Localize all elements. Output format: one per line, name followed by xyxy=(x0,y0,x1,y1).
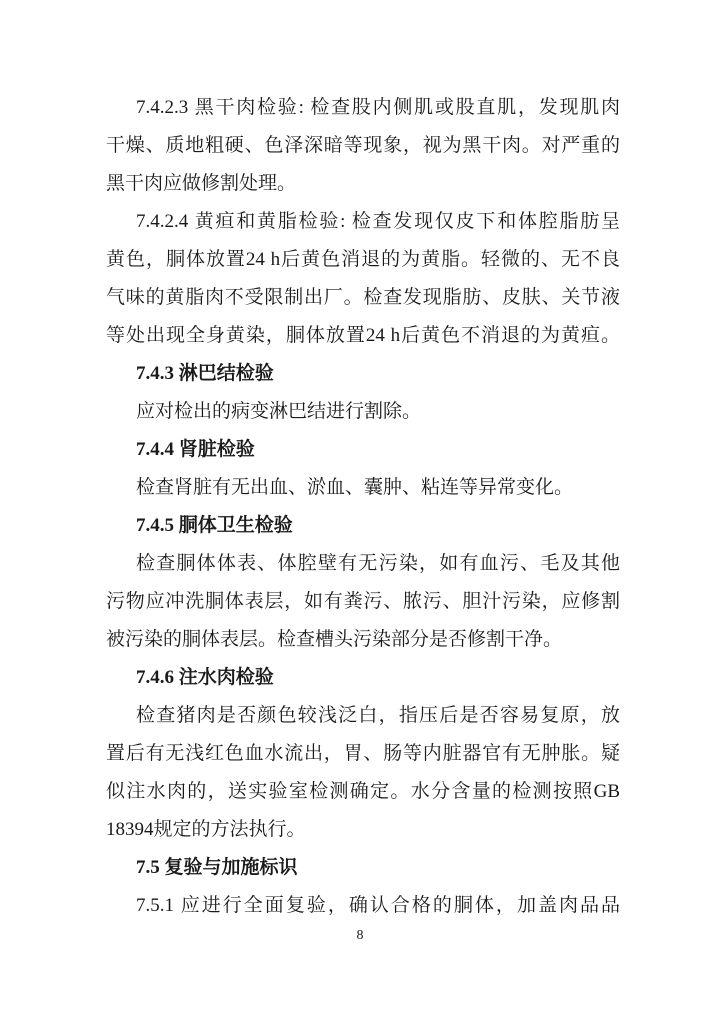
clause-7-4-2-4-line-1: 7.4.2.4 黄疸和黄脂检验: 检查发现仅皮下和体腔脂肪呈 xyxy=(136,211,620,232)
clause-7-4-2-3-line-1: 7.4.2.3 黑干肉检验: 检查股内侧肌或股直肌，发现肌肉 xyxy=(136,97,620,118)
heading-7-4-6: 7.4.6 注水肉检验 xyxy=(136,667,274,688)
heading-7-4-5: 7.4.5 胴体卫生检验 xyxy=(136,515,293,536)
clause-7-4-6-line-1: 检查猪肉是否颜色较浅泛白，指压后是否容易复原，放 xyxy=(136,705,620,726)
clause-7-4-5-line-3: 被污染的胴体表层。检查槽头污染部分是否修割干净。 xyxy=(106,629,563,650)
heading-7-5: 7.5 复验与加施标识 xyxy=(136,857,298,878)
clause-7-4-6-line-3: 似注水肉的，送实验室检测确定。水分含量的检测按照GB xyxy=(106,781,620,802)
clause-7-4-4-body: 检查肾脏有无出血、淤血、囊肿、粘连等异常变化。 xyxy=(136,477,574,498)
clause-7-4-3-body: 应对检出的病变淋巴结进行割除。 xyxy=(136,401,422,422)
clause-7-4-5-line-2: 污物应冲洗胴体表层，如有粪污、脓污、胆汁污染，应修割 xyxy=(106,591,620,612)
heading-7-4-3: 7.4.3 淋巴结检验 xyxy=(136,363,274,384)
clause-7-4-2-3-line-3: 黑干肉应做修割处理。 xyxy=(106,173,297,194)
clause-7-4-2-4-line-4: 等处出现全身黄染，胴体放置24 h后黄色不消退的为黄疸。 xyxy=(106,325,620,346)
clause-7-4-2-4-line-3: 气味的黄脂肉不受限制出厂。检查发现脂肪、皮肤、关节液 xyxy=(106,287,620,308)
clause-7-4-2-4-line-2: 黄色，胴体放置24 h后黄色消退的为黄脂。轻微的、无不良 xyxy=(106,249,620,270)
clause-7-4-6-line-2: 置后有无浅红色血水流出，胃、肠等内脏器官有无肿胀。疑 xyxy=(106,743,620,764)
page-number: 8 xyxy=(356,928,364,943)
heading-7-4-4: 7.4.4 肾脏检验 xyxy=(136,439,255,460)
clause-7-5-1-line-1: 7.5.1 应进行全面复验，确认合格的胴体，加盖肉品品 xyxy=(136,895,620,916)
clause-7-4-6-line-4: 18394规定的方法执行。 xyxy=(106,819,306,840)
document-body xyxy=(106,89,620,925)
clause-7-4-2-3-line-2: 干燥、质地粗硬、色泽深暗等现象，视为黑干肉。对严重的 xyxy=(106,135,620,156)
clause-7-4-5-line-1: 检查胴体体表、体腔壁有无污染，如有血污、毛及其他 xyxy=(136,553,620,574)
